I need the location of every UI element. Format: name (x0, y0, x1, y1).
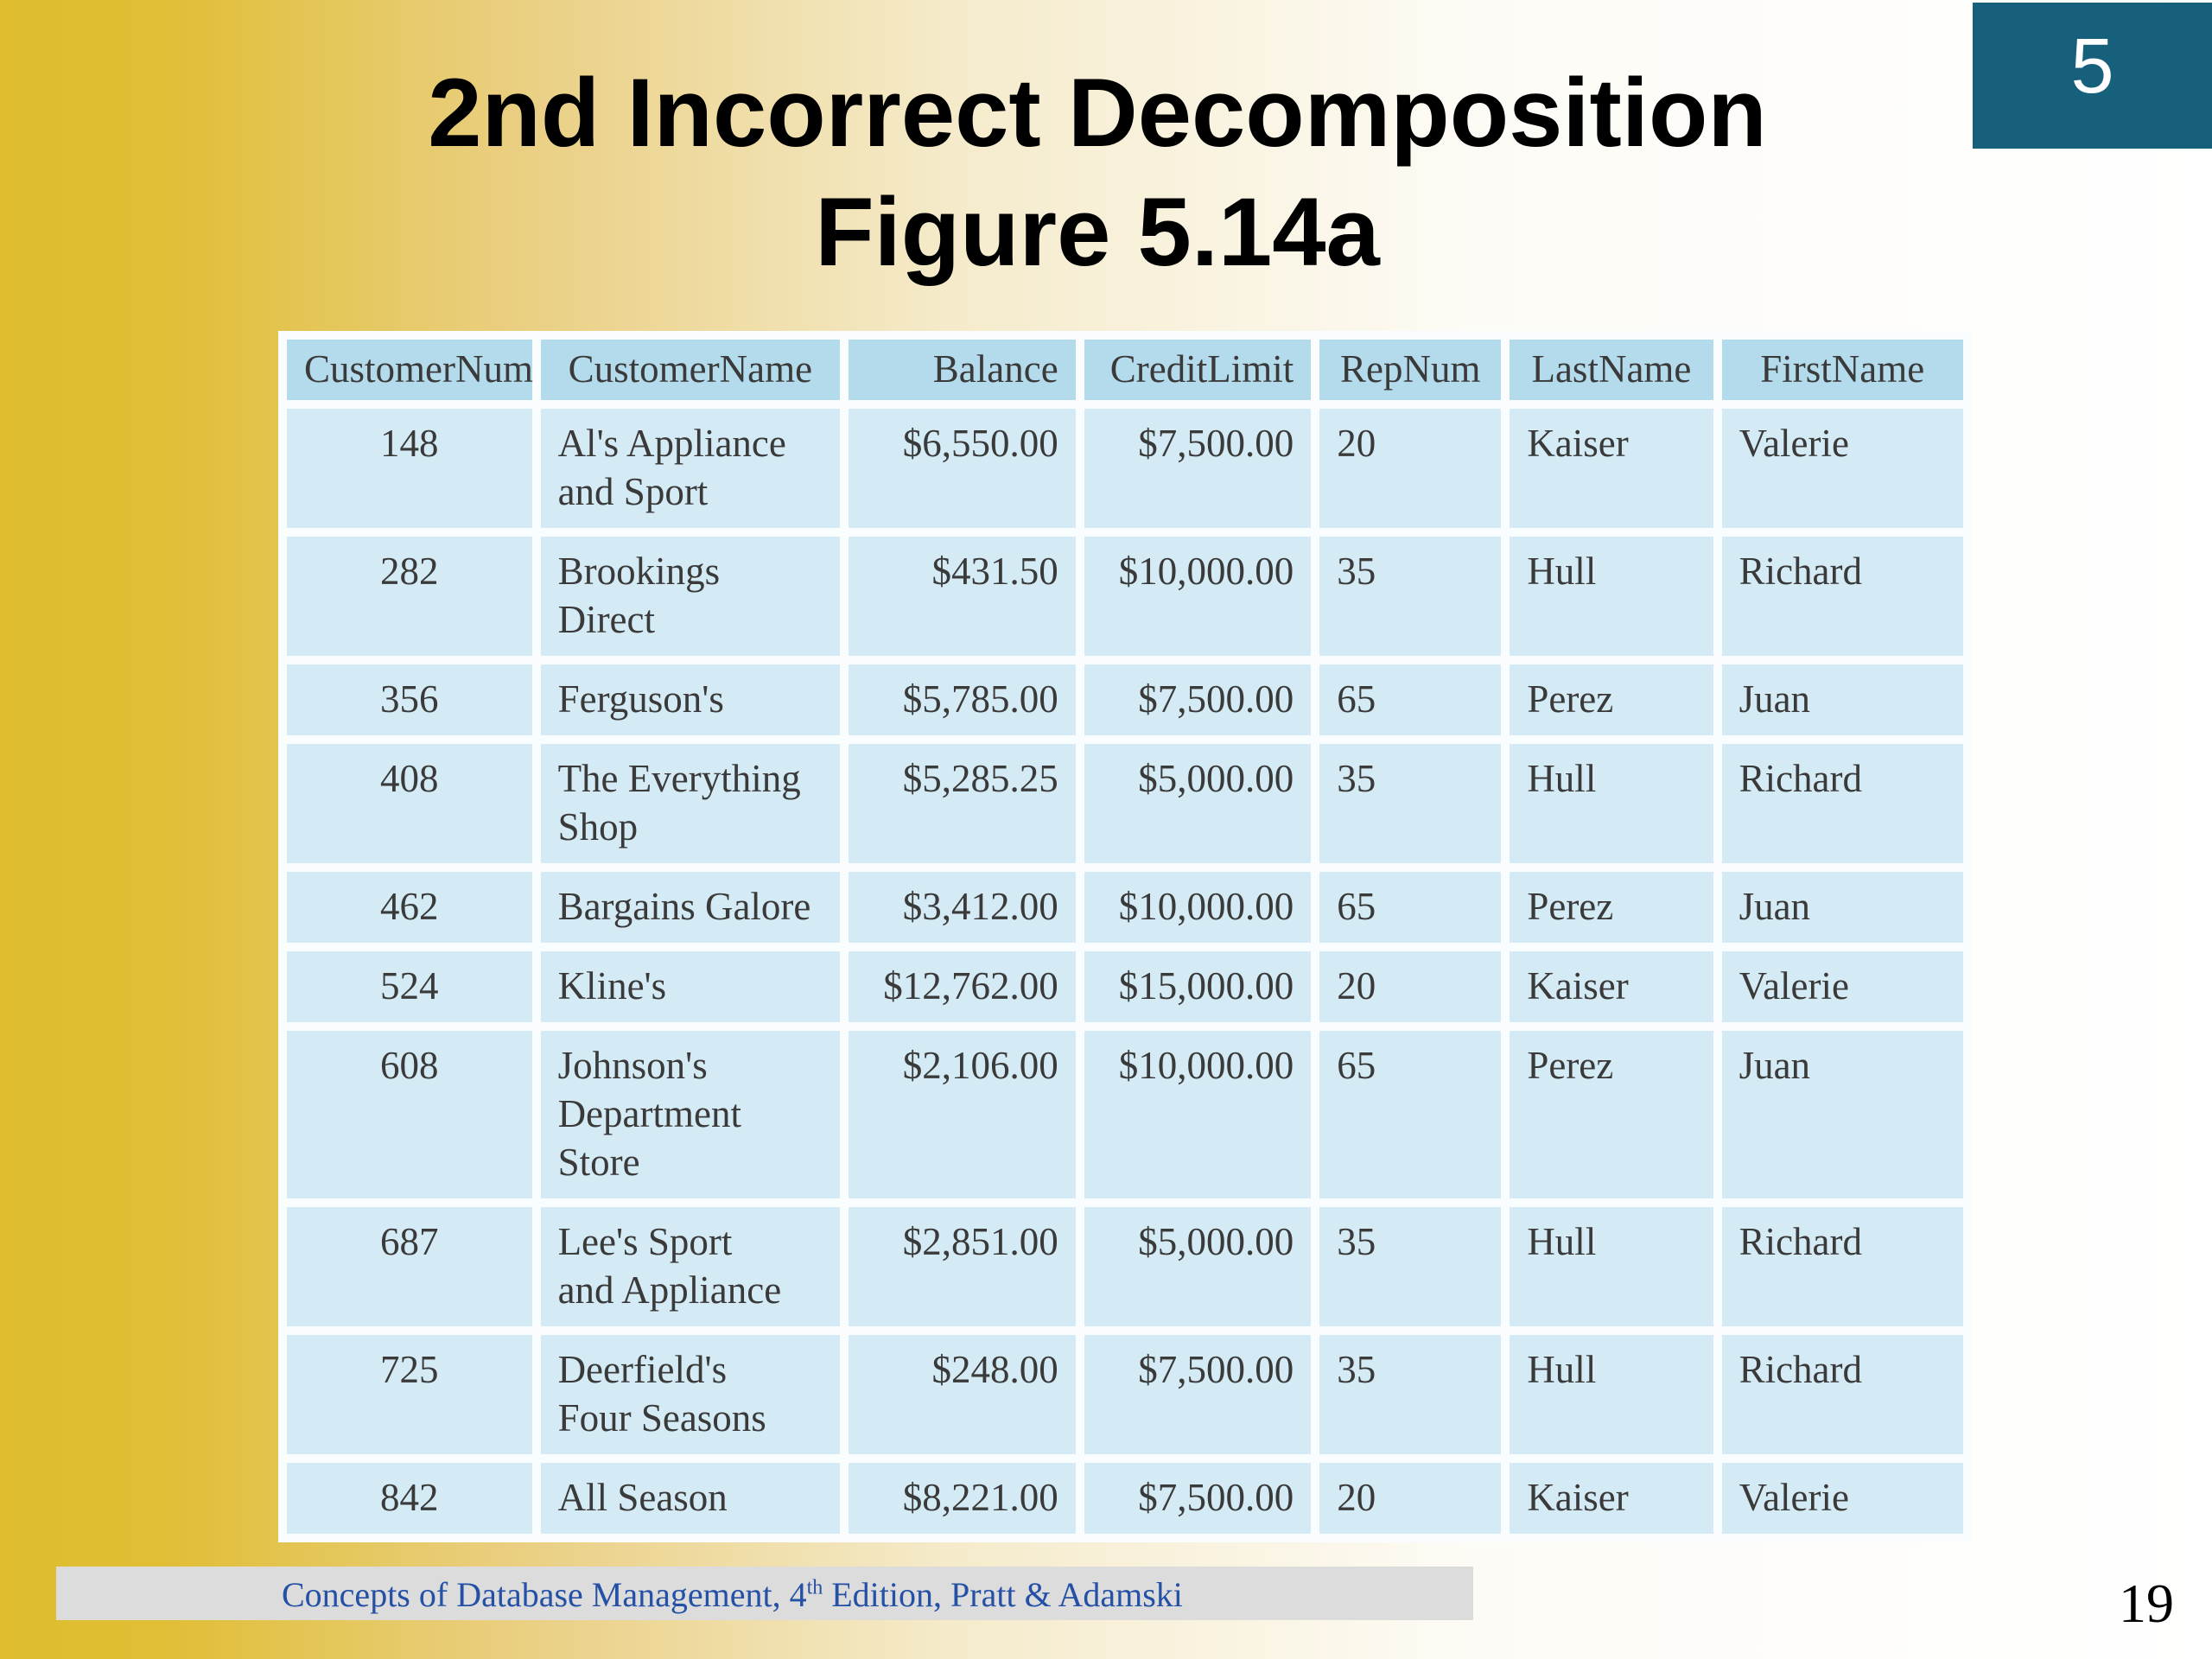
table-row (287, 537, 1963, 656)
cell-repnum: 35 (1319, 537, 1501, 656)
cell-customername: Johnson's Department Store (541, 1031, 841, 1198)
cell-lastname: Perez (1510, 872, 1713, 943)
cell-creditlimit: $15,000.00 (1084, 951, 1312, 1022)
column-header-customername: CustomerName (541, 340, 841, 400)
cell-customername: Lee's Sport and Appliance (541, 1207, 841, 1326)
cell-repnum: 20 (1319, 1463, 1501, 1534)
table-row (287, 664, 1963, 735)
cell-balance: $5,785.00 (849, 664, 1076, 735)
column-header-customernum: CustomerNum (287, 340, 532, 400)
cell-firstname: Juan (1722, 664, 1963, 735)
footer-citation-superscript: th (806, 1576, 823, 1599)
cell-firstname: Juan (1722, 872, 1963, 943)
cell-customername: Brookings Direct (541, 537, 841, 656)
cell-balance: $2,851.00 (849, 1207, 1076, 1326)
cell-firstname: Valerie (1722, 951, 1963, 1022)
cell-customername: Bargains Galore (541, 872, 841, 943)
cell-firstname: Juan (1722, 1031, 1963, 1198)
slide-title (0, 54, 2195, 292)
cell-repnum: 65 (1319, 1031, 1501, 1198)
cell-balance: $3,412.00 (849, 872, 1076, 943)
slide-title-line2: Figure 5.14a (815, 178, 1380, 286)
cell-balance: $5,285.25 (849, 744, 1076, 863)
cell-lastname: Perez (1510, 1031, 1713, 1198)
customer-rep-table (278, 331, 1972, 1542)
footer-citation-text-before: Concepts of Database Management, 4 (282, 1575, 807, 1614)
cell-creditlimit: $10,000.00 (1084, 872, 1312, 943)
cell-lastname: Hull (1510, 744, 1713, 863)
cell-firstname: Richard (1722, 744, 1963, 863)
cell-customernum: 408 (287, 744, 532, 863)
cell-customername: The Everything Shop (541, 744, 841, 863)
column-header-firstname: FirstName (1722, 340, 1963, 400)
table-row (287, 744, 1963, 863)
cell-creditlimit: $7,500.00 (1084, 1463, 1312, 1534)
cell-repnum: 35 (1319, 1335, 1501, 1454)
table-row (287, 1207, 1963, 1326)
chapter-badge: 5 (1973, 3, 2212, 149)
cell-customername: Ferguson's (541, 664, 841, 735)
table-row (287, 409, 1963, 528)
cell-lastname: Hull (1510, 1207, 1713, 1326)
cell-lastname: Kaiser (1510, 409, 1713, 528)
cell-balance: $6,550.00 (849, 409, 1076, 528)
page-number: 19 (2119, 1573, 2174, 1634)
cell-creditlimit: $7,500.00 (1084, 409, 1312, 528)
cell-balance: $8,221.00 (849, 1463, 1076, 1534)
cell-creditlimit: $5,000.00 (1084, 1207, 1312, 1326)
cell-balance: $2,106.00 (849, 1031, 1076, 1198)
cell-customernum: 842 (287, 1463, 532, 1534)
cell-lastname: Hull (1510, 1335, 1713, 1454)
cell-customernum: 356 (287, 664, 532, 735)
cell-creditlimit: $10,000.00 (1084, 1031, 1312, 1198)
slide-title-line1: 2nd Incorrect Decomposition (428, 59, 1767, 167)
footer-citation (282, 1576, 1183, 1614)
cell-lastname: Kaiser (1510, 951, 1713, 1022)
cell-firstname: Richard (1722, 1207, 1963, 1326)
cell-lastname: Kaiser (1510, 1463, 1713, 1534)
cell-balance: $248.00 (849, 1335, 1076, 1454)
cell-balance: $431.50 (849, 537, 1076, 656)
cell-lastname: Perez (1510, 664, 1713, 735)
column-header-repnum: RepNum (1319, 340, 1501, 400)
cell-creditlimit: $10,000.00 (1084, 537, 1312, 656)
cell-firstname: Richard (1722, 1335, 1963, 1454)
cell-repnum: 65 (1319, 872, 1501, 943)
table-row (287, 872, 1963, 943)
cell-customernum: 608 (287, 1031, 532, 1198)
cell-repnum: 35 (1319, 744, 1501, 863)
cell-firstname: Valerie (1722, 409, 1963, 528)
cell-creditlimit: $7,500.00 (1084, 664, 1312, 735)
cell-customername: All Season (541, 1463, 841, 1534)
cell-firstname: Richard (1722, 537, 1963, 656)
cell-customernum: 148 (287, 409, 532, 528)
cell-customername: Deerfield's Four Seasons (541, 1335, 841, 1454)
cell-creditlimit: $7,500.00 (1084, 1335, 1312, 1454)
cell-customernum: 687 (287, 1207, 532, 1326)
cell-creditlimit: $5,000.00 (1084, 744, 1312, 863)
cell-customernum: 462 (287, 872, 532, 943)
cell-customernum: 725 (287, 1335, 532, 1454)
table-row (287, 951, 1963, 1022)
cell-firstname: Valerie (1722, 1463, 1963, 1534)
cell-repnum: 65 (1319, 664, 1501, 735)
cell-customername: Al's Appliance and Sport (541, 409, 841, 528)
table-row (287, 1463, 1963, 1534)
column-header-lastname: LastName (1510, 340, 1713, 400)
cell-balance: $12,762.00 (849, 951, 1076, 1022)
cell-lastname: Hull (1510, 537, 1713, 656)
column-header-balance: Balance (849, 340, 1076, 400)
cell-repnum: 20 (1319, 951, 1501, 1022)
table-row (287, 1335, 1963, 1454)
table-header-row (287, 340, 1963, 400)
table-row (287, 1031, 1963, 1198)
column-header-creditlimit: CreditLimit (1084, 340, 1312, 400)
cell-repnum: 35 (1319, 1207, 1501, 1326)
cell-customernum: 524 (287, 951, 532, 1022)
footer-citation-text-after: Edition, Pratt & Adamski (823, 1575, 1183, 1614)
cell-customernum: 282 (287, 537, 532, 656)
cell-customername: Kline's (541, 951, 841, 1022)
cell-repnum: 20 (1319, 409, 1501, 528)
